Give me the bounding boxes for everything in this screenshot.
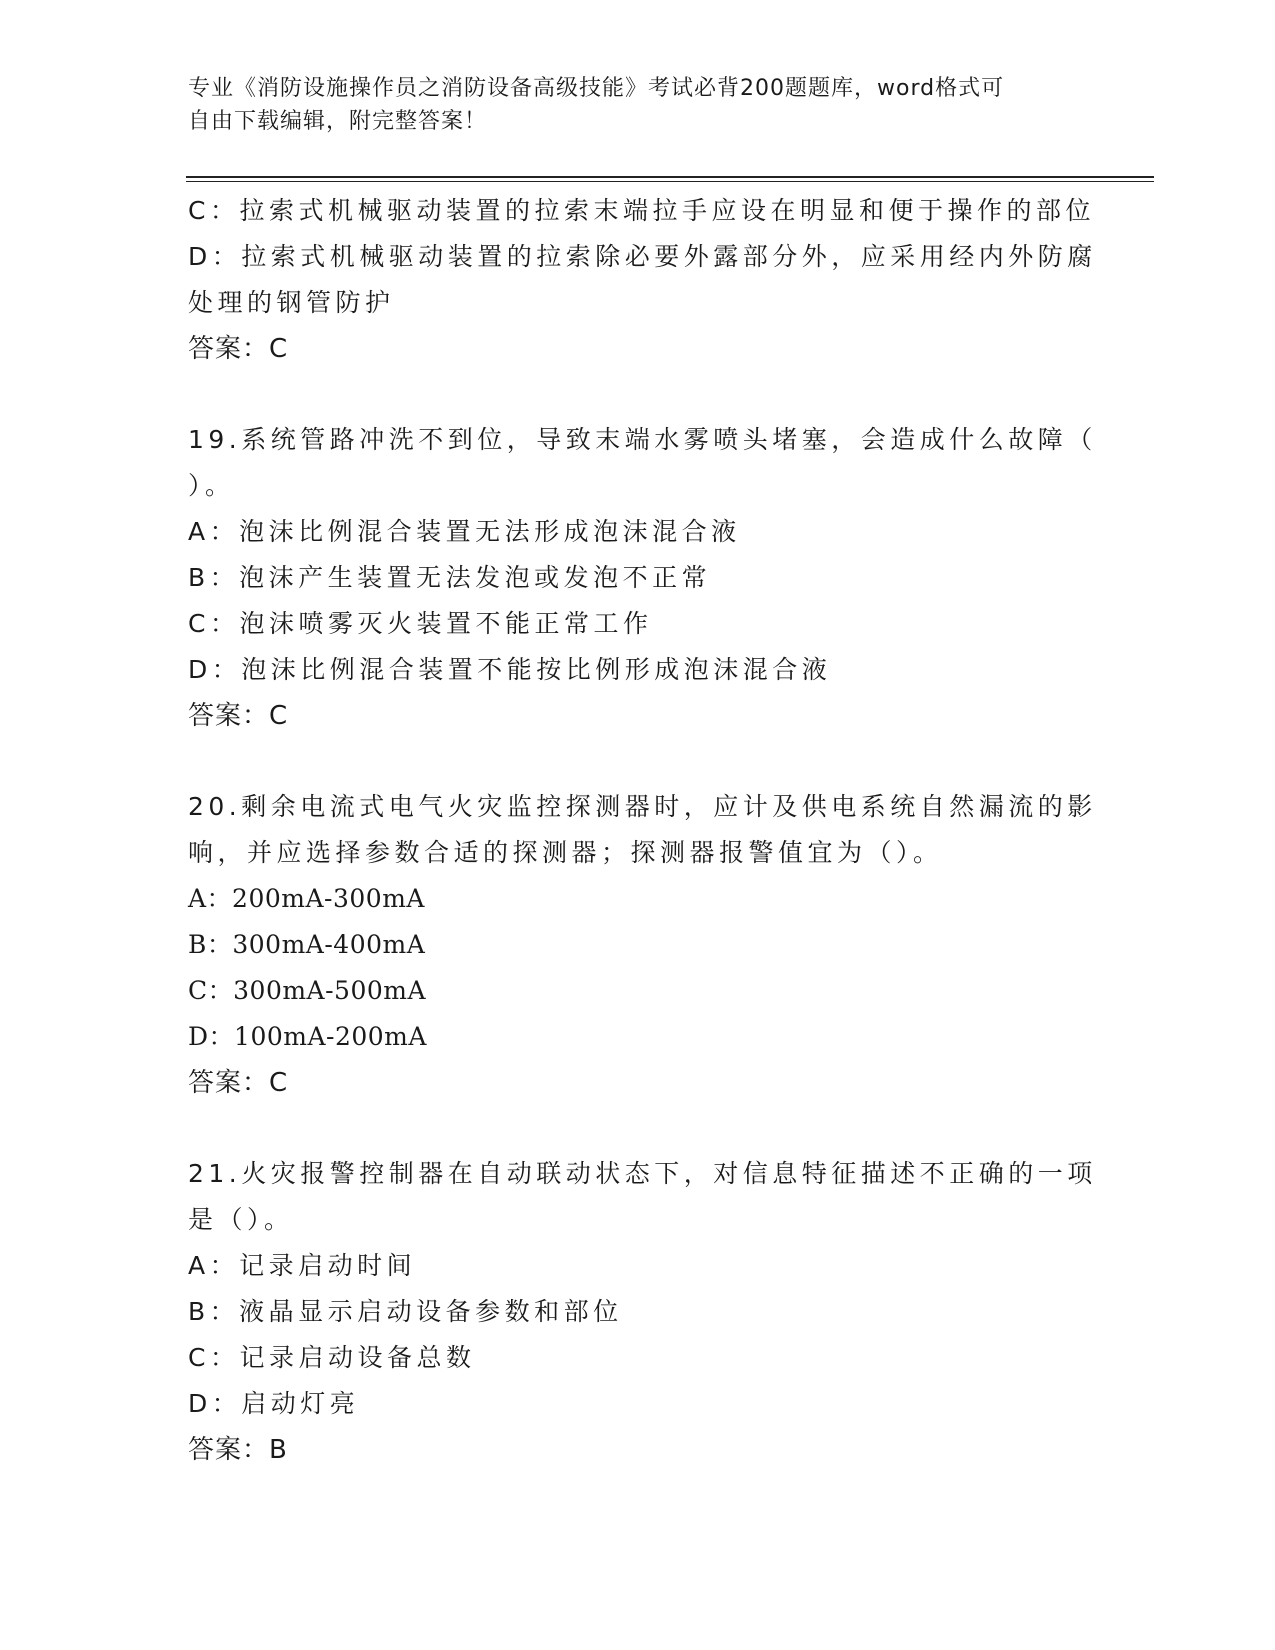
question-block-19 xyxy=(188,417,1097,739)
question-stem-line-2: 是（）。 xyxy=(188,1205,294,1234)
header-divider-thin xyxy=(186,181,1154,182)
option-b: B：300mA-400mA xyxy=(188,930,426,959)
answer: 答案：B xyxy=(188,1435,288,1465)
option-a: A：记录启动时间 xyxy=(188,1251,417,1280)
option-d: D：泡沫比例混合装置不能按比例形成泡沫混合液 xyxy=(188,655,832,684)
option-a: A：200mA-300mA xyxy=(188,884,425,913)
question-body xyxy=(188,188,1097,1473)
answer: 答案：C xyxy=(188,1068,289,1098)
header-line-1: 专业《消防设施操作员之消防设备高级技能》考试必背200题题库，word格式可 xyxy=(188,76,1005,101)
option-c: C：记录启动设备总数 xyxy=(188,1343,476,1372)
header-divider-thick xyxy=(186,176,1154,178)
question-block-20 xyxy=(188,784,1097,1106)
question-stem-line-2: 响，并应选择参数合适的探测器；探测器报警值宜为（）。 xyxy=(188,838,943,867)
option-d: D：启动灯亮 xyxy=(188,1389,360,1418)
question-stem-line-2: ）。 xyxy=(188,471,235,500)
option-b: B：液晶显示启动设备参数和部位 xyxy=(188,1297,623,1326)
option-c: C：300mA-500mA xyxy=(188,976,427,1005)
question-stem-line-1: 21.火灾报警控制器在自动联动状态下，对信息特征描述不正确的一项 xyxy=(188,1159,1097,1188)
question-block-prev xyxy=(188,188,1097,372)
option-a: A：泡沫比例混合装置无法形成泡沫混合液 xyxy=(188,517,741,546)
question-block-21 xyxy=(188,1151,1097,1473)
document-header xyxy=(188,72,1088,138)
question-stem-line-1: 19.系统管路冲洗不到位，导致末端水雾喷头堵塞，会造成什么故障（ xyxy=(188,425,1097,454)
option-d-line-1: D：拉索式机械驱动装置的拉索除必要外露部分外，应采用经内外防腐 xyxy=(188,242,1097,271)
option-c: C：拉索式机械驱动装置的拉索末端拉手应设在明显和便于操作的部位 xyxy=(188,196,1095,225)
answer: 答案：C xyxy=(188,701,289,731)
option-c: C：泡沫喷雾灭火装置不能正常工作 xyxy=(188,609,653,638)
option-d-line-2: 处理的钢管防护 xyxy=(188,288,395,317)
answer: 答案：C xyxy=(188,334,289,364)
option-b: B：泡沫产生装置无法发泡或发泡不正常 xyxy=(188,563,712,592)
header-line-2: 自由下载编辑，附完整答案！ xyxy=(188,109,488,134)
option-d: D：100mA-200mA xyxy=(188,1022,427,1051)
question-stem-line-1: 20.剩余电流式电气火灾监控探测器时，应计及供电系统自然漏流的影 xyxy=(188,792,1097,821)
